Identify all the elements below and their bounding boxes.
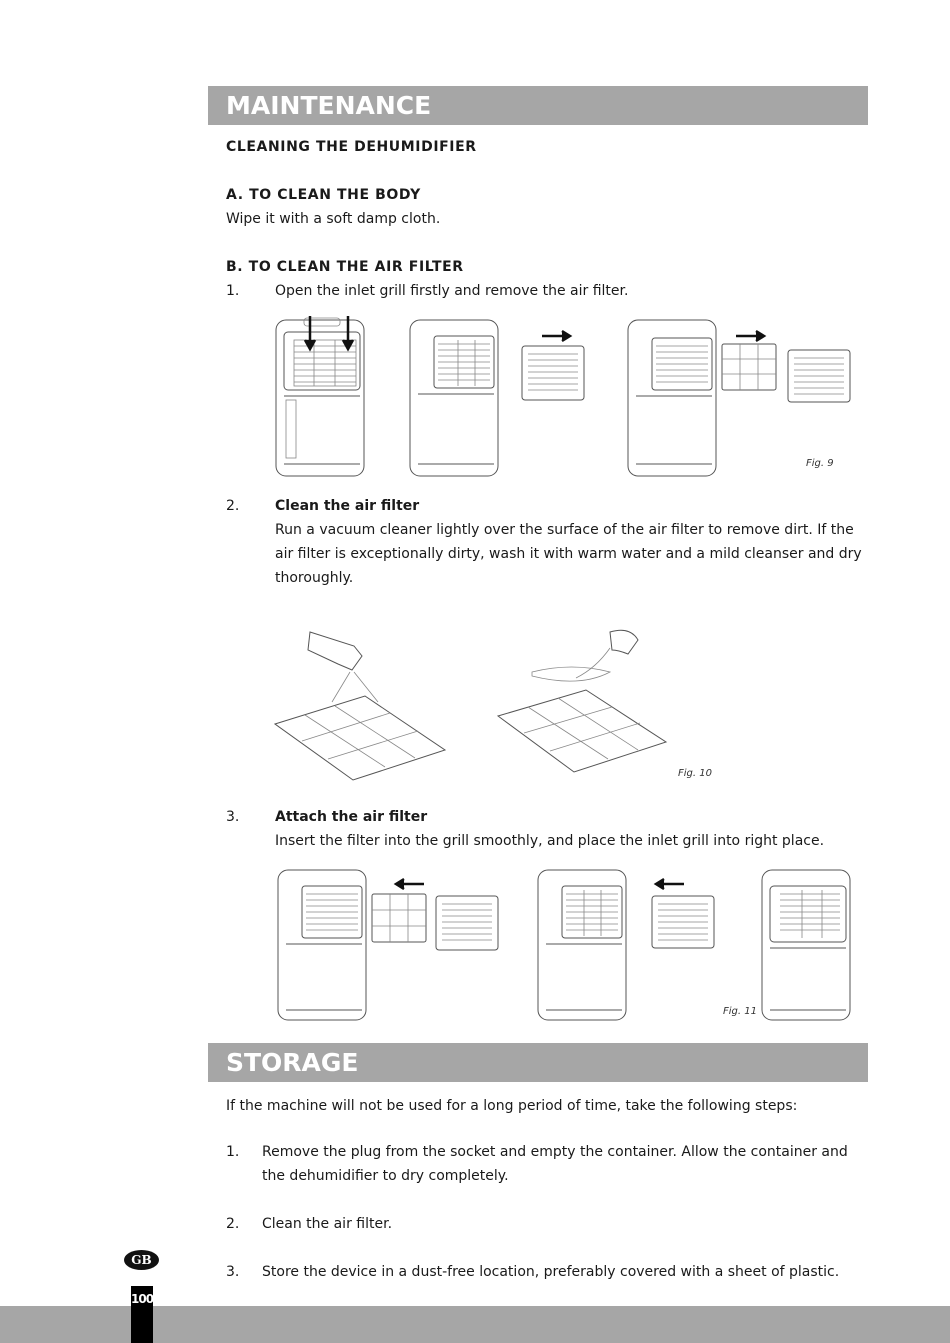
page-number: 100 bbox=[131, 1286, 153, 1343]
step-number: 1. bbox=[226, 283, 240, 299]
language-badge: GB bbox=[124, 1250, 159, 1270]
step-2-line-2: air filter is exceptionally dirty, wash it with warm water and a mild cleanser and dry bbox=[275, 546, 862, 562]
dehumidifier-no-filter-drawing-2 bbox=[278, 870, 366, 1020]
inlet-grill-drawing-4 bbox=[652, 896, 714, 948]
step-1-text: Open the inlet grill firstly and remove the air filter. bbox=[275, 283, 629, 299]
step-2-line-1: Run a vacuum cleaner lightly over the surface of the air filter to remove dirt. If the bbox=[275, 522, 854, 538]
dehumidifier-open-drawing bbox=[410, 320, 498, 476]
storage-step-number: 2. bbox=[226, 1216, 240, 1232]
inlet-grill-drawing bbox=[522, 346, 584, 400]
maintenance-section-title: MAINTENANCE bbox=[208, 86, 868, 125]
dehumidifier-no-filter-drawing bbox=[628, 320, 716, 476]
storage-step-2-text: Clean the air filter. bbox=[262, 1216, 393, 1232]
storage-step-number: 3. bbox=[226, 1264, 240, 1280]
air-filter-drawing bbox=[722, 344, 776, 390]
clean-body-heading: A. TO CLEAN THE BODY bbox=[226, 187, 421, 203]
air-filter-flat-drawing bbox=[275, 696, 445, 780]
air-filter-drawing-3 bbox=[372, 894, 426, 942]
air-filter-flat-drawing-2 bbox=[498, 690, 666, 772]
fig-10-illustration bbox=[270, 624, 690, 784]
clean-body-text: Wipe it with a soft damp cloth. bbox=[226, 211, 441, 227]
storage-step-1-line-1: Remove the plug from the socket and empty the container. Allow the container and bbox=[262, 1144, 848, 1160]
step-3-text: Insert the filter into the grill smoothly, and place the inlet grill into right place. bbox=[275, 833, 825, 849]
storage-step-1-line-2: the dehumidifier to dry completely. bbox=[262, 1168, 509, 1184]
inlet-grill-drawing-3 bbox=[436, 896, 498, 950]
step-3-title: Attach the air filter bbox=[275, 809, 428, 825]
inlet-grill-drawing-2 bbox=[788, 350, 850, 402]
fig-9-caption: Fig. 9 bbox=[806, 458, 834, 469]
water-pouring-drawing bbox=[532, 630, 638, 681]
storage-step-number: 1. bbox=[226, 1144, 240, 1160]
fig-11-illustration bbox=[274, 864, 854, 1024]
dehumidifier-with-filter-drawing bbox=[538, 870, 626, 1020]
step-number: 2. bbox=[226, 498, 240, 514]
vacuum-nozzle-drawing bbox=[308, 632, 378, 702]
clean-filter-heading: B. TO CLEAN THE AIR FILTER bbox=[226, 259, 464, 275]
step-2-line-3: thoroughly. bbox=[275, 570, 354, 586]
cleaning-heading: CLEANING THE DEHUMIDIFIER bbox=[226, 139, 477, 155]
fig-11-caption: Fig. 11 bbox=[723, 1006, 757, 1017]
step-number: 3. bbox=[226, 809, 240, 825]
storage-step-3-text: Store the device in a dust-free location, preferably covered with a sheet of plastic. bbox=[262, 1264, 840, 1280]
fig-9-illustration bbox=[270, 314, 870, 479]
step-2-title: Clean the air filter bbox=[275, 498, 420, 514]
fig-10-caption: Fig. 10 bbox=[678, 768, 712, 779]
dehumidifier-assembled-drawing bbox=[762, 870, 850, 1020]
storage-section-title: STORAGE bbox=[208, 1043, 868, 1082]
storage-intro: If the machine will not be used for a long period of time, take the following steps: bbox=[226, 1098, 798, 1114]
